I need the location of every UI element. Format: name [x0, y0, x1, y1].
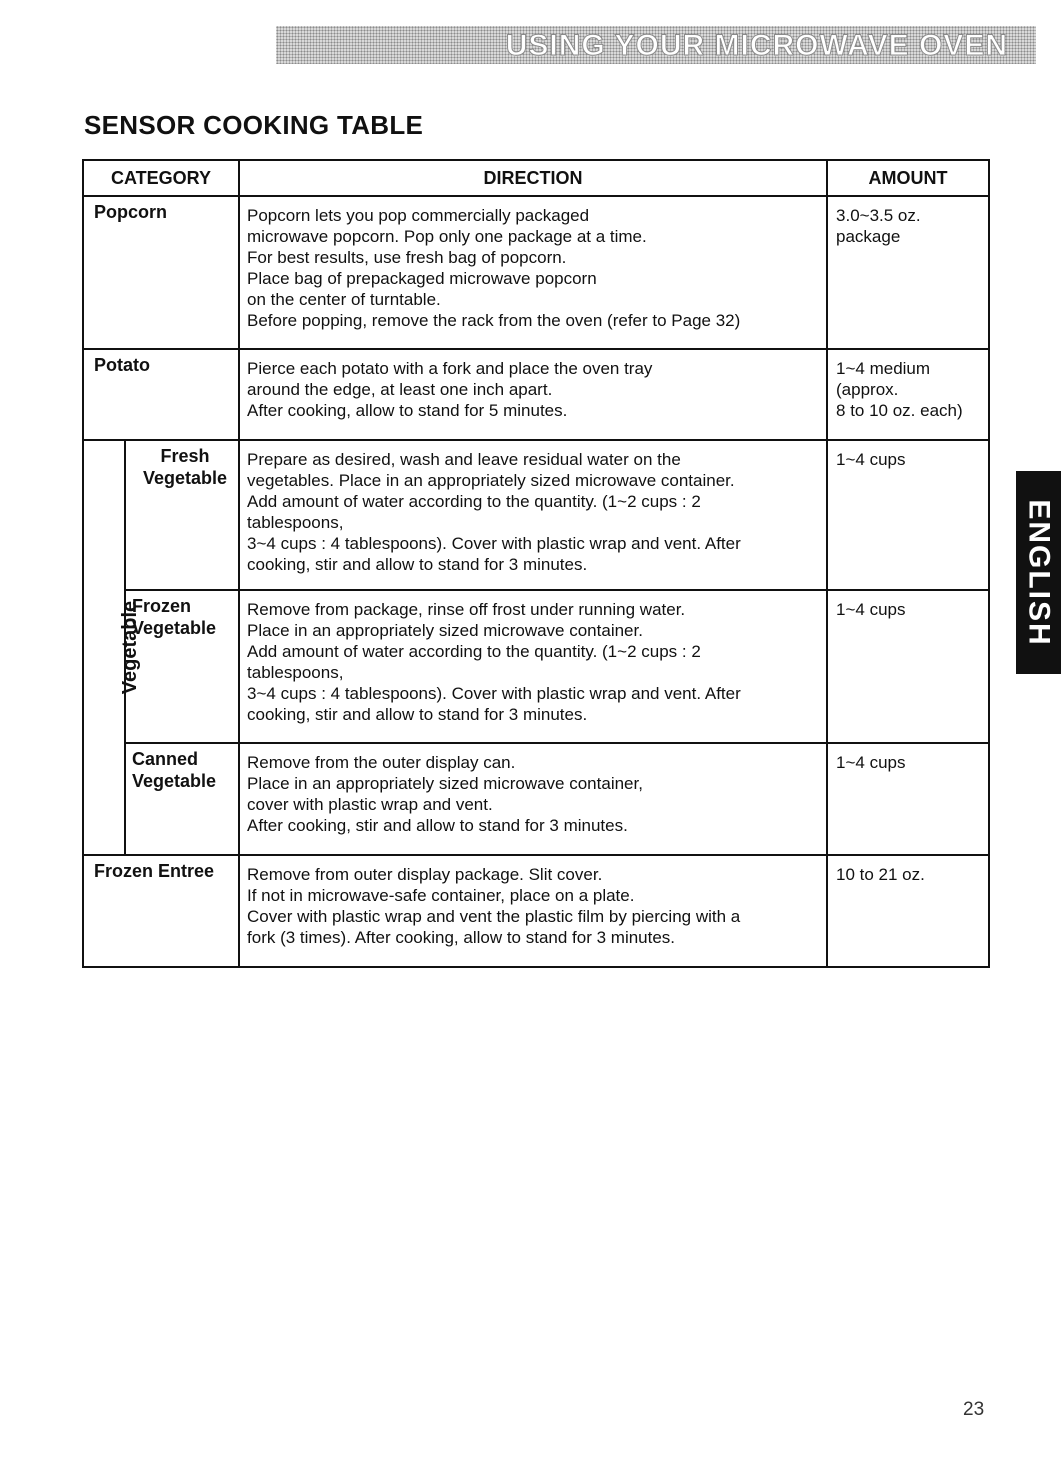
- direction-cell: [239, 440, 827, 590]
- table-row-frozen-vegetable: [83, 590, 989, 743]
- page-title: SENSOR COOKING TABLE: [84, 110, 424, 140]
- direction-line: 3~4 cups : 4 tablespoons). Cover with plastic wrap and vent. After: [247, 534, 741, 553]
- direction-line: cooking, stir and allow to stand for 3 minutes.: [247, 705, 588, 724]
- direction-line: Remove from outer display package. Slit cover.: [247, 865, 603, 884]
- language-tab: [1016, 471, 1061, 674]
- amount-cell: [827, 196, 989, 349]
- amount-line: 1~4 cups: [836, 450, 906, 469]
- amount-cell: [827, 440, 989, 590]
- category-line: Frozen: [132, 596, 192, 616]
- amount-cell: [827, 590, 989, 743]
- header-amount: AMOUNT: [827, 160, 989, 196]
- direction-line: Before popping, remove the rack from the oven (refer to Page 32): [247, 311, 741, 330]
- direction-line: Add amount of water according to the quantity. (1~2 cups : 2: [247, 642, 701, 661]
- direction-line: microwave popcorn. Pop only one package at a time.: [247, 227, 647, 246]
- direction-line: Place bag of prepackaged microwave popcorn: [247, 269, 597, 288]
- vegetable-group-label-cell: [83, 440, 142, 855]
- category-cell: [125, 743, 239, 855]
- direction-cell: [239, 590, 827, 743]
- amount-line: 1~4 cups: [836, 753, 906, 772]
- category-cell: Popcorn: [83, 196, 239, 349]
- table-row-potato: [83, 349, 989, 440]
- amount-line: 1~4 medium: [836, 359, 931, 378]
- direction-line: Add amount of water according to the quantity. (1~2 cups : 2: [247, 492, 701, 511]
- direction-line: 3~4 cups : 4 tablespoons). Cover with plastic wrap and vent. After: [247, 684, 741, 703]
- direction-cell: [239, 743, 827, 855]
- header-direction: DIRECTION: [239, 160, 827, 196]
- direction-cell: [239, 196, 827, 349]
- amount-cell: [827, 855, 989, 967]
- category-line: Fresh: [160, 446, 210, 466]
- category-cell: Potato: [83, 349, 239, 440]
- direction-line: Cover with plastic wrap and vent the plastic film by piercing with a: [247, 907, 741, 926]
- direction-line: For best results, use fresh bag of popcorn.: [247, 248, 567, 267]
- table-row-popcorn: [83, 196, 989, 349]
- direction-line: tablespoons,: [247, 513, 344, 532]
- direction-line: Place in an appropriately sized microwave container,: [247, 774, 643, 793]
- direction-line: Prepare as desired, wash and leave residual water on the: [247, 450, 681, 469]
- direction-line: cooking, stir and allow to stand for 3 minutes.: [247, 555, 588, 574]
- category-line: Vegetable: [132, 618, 217, 638]
- direction-cell: [239, 855, 827, 967]
- amount-line: package: [836, 227, 901, 246]
- amount-cell: [827, 349, 989, 440]
- category-line: Vegetable: [142, 468, 228, 488]
- table-header-row: [83, 160, 989, 196]
- amount-line: 3.0~3.5 oz.: [836, 206, 921, 225]
- table-row-canned-vegetable: [83, 743, 989, 855]
- table-row-frozen-entree: [83, 855, 989, 967]
- language-tab-label: ENGLISH: [1022, 498, 1056, 647]
- category-cell: [125, 440, 239, 590]
- category-cell: Frozen Entree: [83, 855, 239, 967]
- direction-line: If not in microwave-safe container, place on a plate.: [247, 886, 635, 905]
- section-header-title: USING YOUR MICROWAVE OVEN: [505, 29, 1008, 62]
- amount-line: 1~4 cups: [836, 600, 906, 619]
- category-line: Vegetable: [132, 771, 217, 791]
- sensor-cooking-table: [82, 159, 990, 968]
- direction-line: Place in an appropriately sized microwave container.: [247, 621, 643, 640]
- direction-line: fork (3 times). After cooking, allow to stand for 3 minutes.: [247, 928, 676, 947]
- direction-line: on the center of turntable.: [247, 290, 441, 309]
- direction-line: Remove from the outer display can.: [247, 753, 516, 772]
- category-line: Canned: [132, 749, 199, 769]
- vegetable-group-label: Vegetable: [119, 600, 142, 695]
- page-number: 23: [963, 1399, 985, 1420]
- direction-line: After cooking, stir and allow to stand for 3 minutes.: [247, 816, 628, 835]
- direction-line: vegetables. Place in an appropriately sized microwave container.: [247, 471, 735, 490]
- amount-cell: [827, 743, 989, 855]
- amount-line: 8 to 10 oz. each): [836, 401, 963, 420]
- amount-line: 10 to 21 oz.: [836, 865, 925, 884]
- direction-line: Pierce each potato with a fork and place the oven tray: [247, 359, 653, 378]
- section-header-band: [276, 26, 1036, 64]
- direction-line: tablespoons,: [247, 663, 344, 682]
- header-category: CATEGORY: [83, 160, 239, 196]
- direction-cell: [239, 349, 827, 440]
- category-cell: [125, 590, 239, 743]
- direction-line: around the edge, at least one inch apart.: [247, 380, 553, 399]
- direction-line: Remove from package, rinse off frost under running water.: [247, 600, 686, 619]
- table-row-fresh-vegetable: [83, 440, 989, 590]
- direction-line: After cooking, allow to stand for 5 minutes.: [247, 401, 568, 420]
- direction-line: cover with plastic wrap and vent.: [247, 795, 493, 814]
- amount-line: (approx.: [836, 380, 899, 399]
- direction-line: Popcorn lets you pop commercially packaged: [247, 206, 590, 225]
